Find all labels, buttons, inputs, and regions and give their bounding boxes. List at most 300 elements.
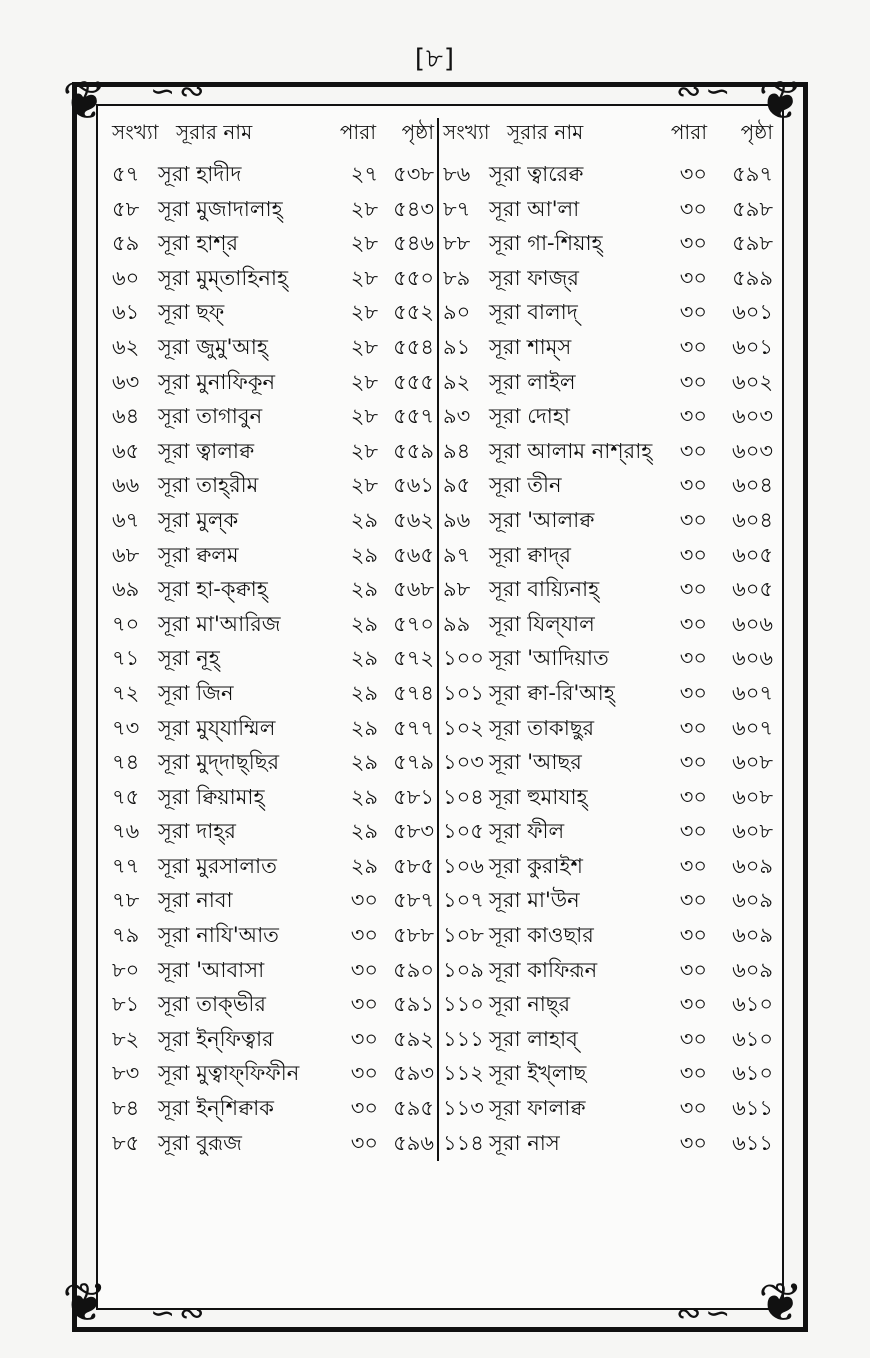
surah-number: ৮৪ — [112, 1096, 140, 1121]
toc-row — [108, 262, 437, 297]
toc-row — [108, 296, 437, 331]
surah-name: সূরা ক্বা-রি'আহ্ — [489, 680, 615, 705]
surah-number: ৫৯ — [112, 231, 140, 256]
toc-row — [108, 1057, 437, 1092]
table-of-contents — [108, 118, 778, 1161]
surah-number: ৬৯ — [112, 577, 140, 602]
toc-row — [108, 712, 437, 747]
para-number: ৩০ — [350, 957, 378, 982]
surah-number: ৭৭ — [112, 853, 140, 878]
toc-row — [108, 677, 437, 712]
toc-row — [108, 400, 437, 435]
surah-number: ৮০ — [112, 957, 140, 982]
toc-row — [439, 954, 778, 989]
surah-number: ১১২ — [443, 1061, 484, 1086]
surah-number: ৬৮ — [112, 542, 140, 567]
page-number-cell: ৬১০ — [732, 992, 774, 1017]
surah-name: সূরা ইন্‌শিক্বাক — [158, 1096, 274, 1121]
surah-number: ১০৭ — [443, 888, 484, 913]
para-number: ৩০ — [679, 888, 708, 913]
surah-name: সূরা 'আলাক্ব — [489, 507, 595, 532]
surah-name: সূরা তীন — [489, 473, 562, 498]
corner-ornament-bottom-left-icon: ❦ — [62, 1271, 108, 1334]
surah-name: সূরা 'আবাসা — [158, 957, 265, 982]
toc-row — [108, 193, 437, 228]
toc-row — [108, 1127, 437, 1162]
page-number-cell: ৫৯৭ — [732, 162, 774, 186]
header-name: সূরার নাম — [176, 120, 253, 144]
surah-name: সূরা কাওছার — [489, 923, 594, 948]
toc-row — [108, 504, 437, 539]
para-number: ৩০ — [679, 265, 708, 290]
page-number-cell: ৫৬২ — [393, 507, 434, 532]
page-number-cell: ৬০৭ — [732, 715, 774, 740]
flourish-ornament-icon: ∾∽ — [676, 74, 735, 109]
page-number-cell: ৬০৯ — [732, 853, 774, 878]
surah-name: সূরা মা'আরিজ — [158, 611, 281, 636]
surah-name: সূরা ত্বালাক্ব — [158, 438, 255, 463]
corner-ornament-top-left-icon: ❦ — [62, 69, 108, 132]
page-number-cell: ৫৩৮ — [393, 162, 434, 186]
para-number: ৩০ — [679, 1061, 708, 1086]
surah-name: সূরা দাহ্‌র — [158, 819, 236, 844]
page-number-cell: ৬১০ — [732, 1026, 774, 1051]
para-number: ২৯ — [350, 577, 378, 602]
para-number: ২৯ — [350, 646, 378, 671]
toc-row — [439, 469, 778, 504]
toc-row — [439, 677, 778, 712]
para-number: ২৭ — [350, 162, 378, 186]
toc-column-right — [437, 118, 778, 1161]
page-number-cell: ৫৯৮ — [732, 231, 774, 256]
surah-number: ৫৮ — [112, 196, 140, 221]
surah-number: ১১১ — [443, 1026, 484, 1051]
toc-row — [439, 331, 778, 366]
para-number: ৩০ — [350, 1026, 378, 1051]
toc-row — [439, 193, 778, 228]
page-number-cell: ৬০৮ — [732, 819, 774, 844]
surah-name: সূরা ত্বারেক্ব — [489, 162, 584, 186]
surah-number: ১১০ — [443, 992, 484, 1017]
toc-row — [439, 262, 778, 297]
surah-name: সূরা তাক্ভীর — [158, 992, 266, 1017]
surah-name: সূরা হাশ্‌র — [158, 231, 239, 256]
page-number-cell: ৬০৯ — [732, 923, 774, 948]
para-number: ২৮ — [350, 438, 378, 463]
page-number-cell: ৫৬১ — [393, 473, 434, 498]
page-number-cell: ৬০২ — [732, 369, 774, 394]
page-number-cell: ৫৭০ — [393, 611, 434, 636]
toc-header — [439, 118, 778, 158]
surah-name: সূরা কাফিরূন — [489, 957, 598, 982]
surah-name: সূরা জুমু'আহ্ — [158, 334, 268, 359]
toc-row — [439, 988, 778, 1023]
para-number: ৩০ — [679, 957, 708, 982]
surah-number: ৮৬ — [443, 162, 471, 186]
surah-name: সূরা শাম্‌স — [489, 334, 572, 359]
flourish-ornament-icon: ∽∾ — [150, 74, 209, 109]
surah-number: ৬৩ — [112, 369, 140, 394]
page-number-cell: ৫৭৭ — [393, 715, 434, 740]
surah-name: সূরা হাদীদ — [158, 162, 242, 186]
toc-row — [439, 884, 778, 919]
toc-row — [108, 573, 437, 608]
surah-number: ১১৪ — [443, 1130, 484, 1155]
para-number: ৩০ — [350, 1130, 378, 1155]
toc-row — [439, 1057, 778, 1092]
surah-name: সূরা ছফ্ — [158, 300, 225, 325]
page-number-cell: ৬০৬ — [732, 611, 774, 636]
para-number: ৩০ — [350, 923, 378, 948]
para-number: ৩০ — [679, 162, 708, 186]
page-number-cell: ৫৮৩ — [393, 819, 434, 844]
page-number-cell: ৫৯৩ — [393, 1061, 434, 1086]
page-number-cell: ৫৯৫ — [393, 1096, 434, 1121]
para-number: ৩০ — [679, 334, 708, 359]
page-number-cell: ৫৯৮ — [732, 196, 774, 221]
flourish-ornament-icon: ∾∽ — [676, 1296, 735, 1331]
para-number: ৩০ — [679, 507, 708, 532]
para-number: ৩০ — [350, 1061, 378, 1086]
toc-row — [439, 608, 778, 643]
toc-row — [439, 227, 778, 262]
para-number: ২৮ — [350, 369, 378, 394]
toc-row — [108, 469, 437, 504]
page-number-cell: ৬০৮ — [732, 750, 774, 775]
para-number: ৩০ — [679, 369, 708, 394]
surah-number: ৯৮ — [443, 577, 471, 602]
page-number-cell: ৫৭২ — [393, 646, 434, 671]
page-number-cell: ৬০৭ — [732, 680, 774, 705]
surah-name: সূরা মুদ্‌দাছ্‌ছির — [158, 750, 280, 775]
surah-number: ৭৫ — [112, 784, 140, 809]
surah-number: ৬৭ — [112, 507, 140, 532]
surah-name: সূরা নূহ্ — [158, 646, 220, 671]
para-number: ২৯ — [350, 853, 378, 878]
para-number: ৩০ — [679, 784, 708, 809]
toc-row — [439, 366, 778, 401]
para-number: ২৯ — [350, 819, 378, 844]
surah-number: ১০১ — [443, 680, 484, 705]
surah-name: সূরা ফালাক্ব — [489, 1096, 586, 1121]
page-number-cell: ৫৯১ — [393, 992, 434, 1017]
para-number: ২৯ — [350, 715, 378, 740]
toc-row — [108, 815, 437, 850]
toc-row — [108, 331, 437, 366]
para-number: ৩০ — [679, 853, 708, 878]
surah-name: সূরা নাযি'আত — [158, 923, 279, 948]
page-number-cell: ৫৪৩ — [393, 196, 434, 221]
surah-name: সূরা মুম্‌তাহিনাহ্ — [158, 265, 289, 290]
surah-number: ১০৩ — [443, 750, 484, 775]
page-number-cell: ৫৯০ — [393, 957, 434, 982]
surah-name: সূরা বায়্যিনাহ্ — [489, 577, 600, 602]
surah-name: সূরা গা-শিয়াহ্ — [489, 231, 603, 256]
surah-number: ৮১ — [112, 992, 140, 1017]
para-number: ৩০ — [679, 542, 708, 567]
surah-name: সূরা নাবা — [158, 888, 233, 913]
toc-row — [108, 1092, 437, 1127]
flourish-ornament-icon: ∽∾ — [150, 1296, 209, 1331]
surah-number: ১০৯ — [443, 957, 484, 982]
toc-row — [439, 1127, 778, 1162]
surah-number: ৭১ — [112, 646, 140, 671]
corner-ornament-bottom-right-icon: ❦ — [758, 1271, 804, 1334]
surah-number: ৬৬ — [112, 473, 140, 498]
surah-number: ৯২ — [443, 369, 471, 394]
toc-row — [108, 539, 437, 574]
para-number: ৩০ — [350, 1096, 378, 1121]
toc-row — [108, 988, 437, 1023]
surah-number: ৮২ — [112, 1026, 140, 1051]
surah-name: সূরা ক্বলম — [158, 542, 239, 567]
page-number-cell: ৫৭৪ — [393, 680, 434, 705]
toc-row — [439, 573, 778, 608]
para-number: ২৯ — [350, 750, 378, 775]
page-number-cell: ৫৯৯ — [732, 265, 774, 290]
surah-name: সূরা ইখ্‌লাছ — [489, 1061, 587, 1086]
page-number-cell: ৫৭৯ — [393, 750, 434, 775]
surah-number: ৯০ — [443, 300, 471, 325]
surah-name: সূরা মুজাদালাহ্ — [158, 196, 283, 221]
para-number: ২৯ — [350, 611, 378, 636]
para-number: ৩০ — [679, 715, 708, 740]
surah-number: ৯৫ — [443, 473, 471, 498]
page-number-cell: ৫৮৫ — [393, 853, 434, 878]
surah-number: ৬২ — [112, 334, 140, 359]
surah-number: ৭২ — [112, 680, 140, 705]
surah-name: সূরা যিল্‌যাল — [489, 611, 595, 636]
page-number-cell: ৬১১ — [732, 1130, 774, 1155]
surah-number: ৮৯ — [443, 265, 471, 290]
para-number: ২৮ — [350, 231, 378, 256]
surah-number: ৭০ — [112, 611, 140, 636]
surah-name: সূরা মা'উন — [489, 888, 580, 913]
surah-number: ১১৩ — [443, 1096, 484, 1121]
toc-row — [439, 850, 778, 885]
page-number-cell: ৫৮৭ — [393, 888, 434, 913]
para-number: ২৯ — [350, 784, 378, 809]
toc-row — [108, 366, 437, 401]
surah-name: সূরা তাকাছুর — [489, 715, 595, 740]
surah-name: সূরা তাগাবুন — [158, 404, 263, 429]
page-number-cell: ৫৫৪ — [393, 334, 434, 359]
surah-number: ১০৮ — [443, 923, 484, 948]
surah-name: সূরা ফাজ্‌র — [489, 265, 579, 290]
header-para: পারা — [339, 120, 376, 144]
page-number-cell: ৫৫৯ — [393, 438, 434, 463]
surah-name: সূরা 'আছর — [489, 750, 582, 775]
page-number-cell: ৬০৫ — [732, 577, 774, 602]
page-number-cell: ৬০৩ — [732, 438, 774, 463]
para-number: ২৮ — [350, 300, 378, 325]
toc-row — [108, 850, 437, 885]
surah-name: সূরা ইন্‌ফিত্বার — [158, 1026, 274, 1051]
para-number: ৩০ — [679, 577, 708, 602]
para-number: ২৮ — [350, 196, 378, 221]
surah-name: সূরা বুরূজ — [158, 1130, 242, 1155]
toc-row — [439, 642, 778, 677]
toc-row — [108, 1023, 437, 1058]
page-number-cell: ৬০১ — [732, 300, 774, 325]
page-number-cell: ৫৫২ — [393, 300, 434, 325]
surah-name: সূরা হুমাযাহ্ — [489, 784, 588, 809]
surah-number: ৭৬ — [112, 819, 140, 844]
surah-number: ৯৭ — [443, 542, 471, 567]
header-page: পৃষ্ঠা — [401, 120, 434, 144]
para-number: ৩০ — [679, 992, 708, 1017]
para-number: ৩০ — [679, 404, 708, 429]
surah-name: সূরা ক্বাদ্‌র — [489, 542, 571, 567]
page-number-cell: ৫৮৮ — [393, 923, 434, 948]
surah-name: সূরা নাছ্‌র — [489, 992, 571, 1017]
para-number: ৩০ — [679, 646, 708, 671]
page-number-cell: ৫৪৬ — [393, 231, 434, 256]
corner-ornament-top-right-icon: ❦ — [758, 69, 804, 132]
surah-number: ৭৩ — [112, 715, 140, 740]
para-number: ৩০ — [679, 473, 708, 498]
para-number: ৩০ — [679, 611, 708, 636]
toc-row — [439, 504, 778, 539]
header-serial: সংখ্যা — [443, 120, 490, 144]
toc-row — [108, 781, 437, 816]
para-number: ৩০ — [679, 300, 708, 325]
para-number: ৩০ — [679, 923, 708, 948]
para-number: ৩০ — [679, 819, 708, 844]
surah-name: সূরা মুল্‌ক — [158, 507, 239, 532]
surah-name: সূরা আলাম নাশ্‌রাহ্ — [489, 438, 653, 463]
surah-name: সূরা ক্বিয়ামাহ্ — [158, 784, 265, 809]
surah-number: ৬১ — [112, 300, 140, 325]
page-number-cell: ৫৫০ — [393, 265, 434, 290]
page-number-cell: ৬০৫ — [732, 542, 774, 567]
page-number-cell: ৬০৬ — [732, 646, 774, 671]
toc-row — [439, 746, 778, 781]
surah-name: সূরা হা-ক্ক্বাহ্ — [158, 577, 268, 602]
surah-number: ১০২ — [443, 715, 484, 740]
toc-row — [439, 712, 778, 747]
toc-row — [439, 781, 778, 816]
toc-row — [439, 1023, 778, 1058]
para-number: ৩০ — [679, 196, 708, 221]
para-number: ৩০ — [679, 1130, 708, 1155]
surah-number: ৬৪ — [112, 404, 140, 429]
toc-row — [108, 435, 437, 470]
page-number-cell: ৬০৪ — [732, 507, 774, 532]
page-number-cell: ৬০৩ — [732, 404, 774, 429]
surah-name: সূরা কুরাইশ — [489, 853, 583, 878]
surah-number: ১০৪ — [443, 784, 484, 809]
surah-number: ৯৯ — [443, 611, 471, 636]
header-name: সূরার নাম — [507, 120, 584, 144]
surah-name: সূরা মুত্বাফ্‌ফিফীন — [158, 1061, 300, 1086]
page-number-cell: ৫৯৬ — [393, 1130, 434, 1155]
toc-row — [439, 539, 778, 574]
toc-row — [439, 435, 778, 470]
para-number: ৩০ — [350, 888, 378, 913]
surah-number: ৮৫ — [112, 1130, 140, 1155]
surah-name: সূরা লাইল — [489, 369, 576, 394]
para-number: ২৮ — [350, 334, 378, 359]
header-page: পৃষ্ঠা — [740, 120, 774, 144]
toc-row — [108, 158, 437, 193]
surah-number: ৯১ — [443, 334, 471, 359]
para-number: ২৯ — [350, 542, 378, 567]
para-number: ৩০ — [679, 1026, 708, 1051]
para-number: ২৮ — [350, 265, 378, 290]
page-number-cell: ৬০৯ — [732, 888, 774, 913]
toc-header — [108, 118, 437, 158]
surah-number: ৯৬ — [443, 507, 471, 532]
para-number: ৩০ — [679, 231, 708, 256]
toc-row — [108, 746, 437, 781]
toc-row — [108, 919, 437, 954]
toc-row — [108, 608, 437, 643]
surah-number: ১০৬ — [443, 853, 484, 878]
toc-row — [439, 919, 778, 954]
toc-column-left — [108, 118, 437, 1161]
surah-number: ১০০ — [443, 646, 484, 671]
toc-row — [439, 400, 778, 435]
para-number: ৩০ — [679, 680, 708, 705]
toc-row — [108, 884, 437, 919]
para-number: ৩০ — [679, 750, 708, 775]
toc-row — [439, 158, 778, 193]
surah-name: সূরা ফীল — [489, 819, 565, 844]
surah-number: ৭৮ — [112, 888, 140, 913]
page-number-cell: ৬০১ — [732, 334, 774, 359]
para-number: ২৮ — [350, 404, 378, 429]
page-number-cell: ৫৬৫ — [393, 542, 434, 567]
page-number-cell: ৬০৯ — [732, 957, 774, 982]
surah-number: ৭৯ — [112, 923, 140, 948]
surah-number: ৯৩ — [443, 404, 471, 429]
toc-row — [108, 954, 437, 989]
surah-name: সূরা লাহাব্ — [489, 1026, 578, 1051]
toc-row — [439, 815, 778, 850]
toc-row — [108, 227, 437, 262]
page-number-cell: ৬১০ — [732, 1061, 774, 1086]
para-number: ২৯ — [350, 680, 378, 705]
surah-name: সূরা মুনাফিকূন — [158, 369, 276, 394]
surah-number: ১০৫ — [443, 819, 484, 844]
toc-row — [108, 642, 437, 677]
surah-name: সূরা তাহ্‌রীম — [158, 473, 259, 498]
surah-name: সূরা জিন — [158, 680, 234, 705]
page-number-cell: ৫৫৭ — [393, 404, 434, 429]
surah-number: ৮৩ — [112, 1061, 140, 1086]
toc-row — [439, 1092, 778, 1127]
para-number: ২৯ — [350, 507, 378, 532]
page-number-cell: ৫৬৮ — [393, 577, 434, 602]
page-number: [৮] — [414, 44, 456, 74]
surah-name: সূরা বালাদ্ — [489, 300, 578, 325]
surah-number: ৮৮ — [443, 231, 471, 256]
page-number-cell: ৬০৪ — [732, 473, 774, 498]
page-number-cell: ৫৯২ — [393, 1026, 434, 1051]
surah-name: সূরা দোহা — [489, 404, 570, 429]
surah-number: ৭৪ — [112, 750, 140, 775]
para-number: ৩০ — [350, 992, 378, 1017]
surah-name: সূরা মুরসালাত — [158, 853, 277, 878]
header-para: পারা — [670, 120, 708, 144]
page-number-cell: ৫৮১ — [393, 784, 434, 809]
page-number-cell: ৬১১ — [732, 1096, 774, 1121]
page-number-cell: ৫৫৫ — [393, 369, 434, 394]
surah-number: ৬৫ — [112, 438, 140, 463]
surah-number: ৯৪ — [443, 438, 471, 463]
page-number-cell: ৬০৮ — [732, 784, 774, 809]
